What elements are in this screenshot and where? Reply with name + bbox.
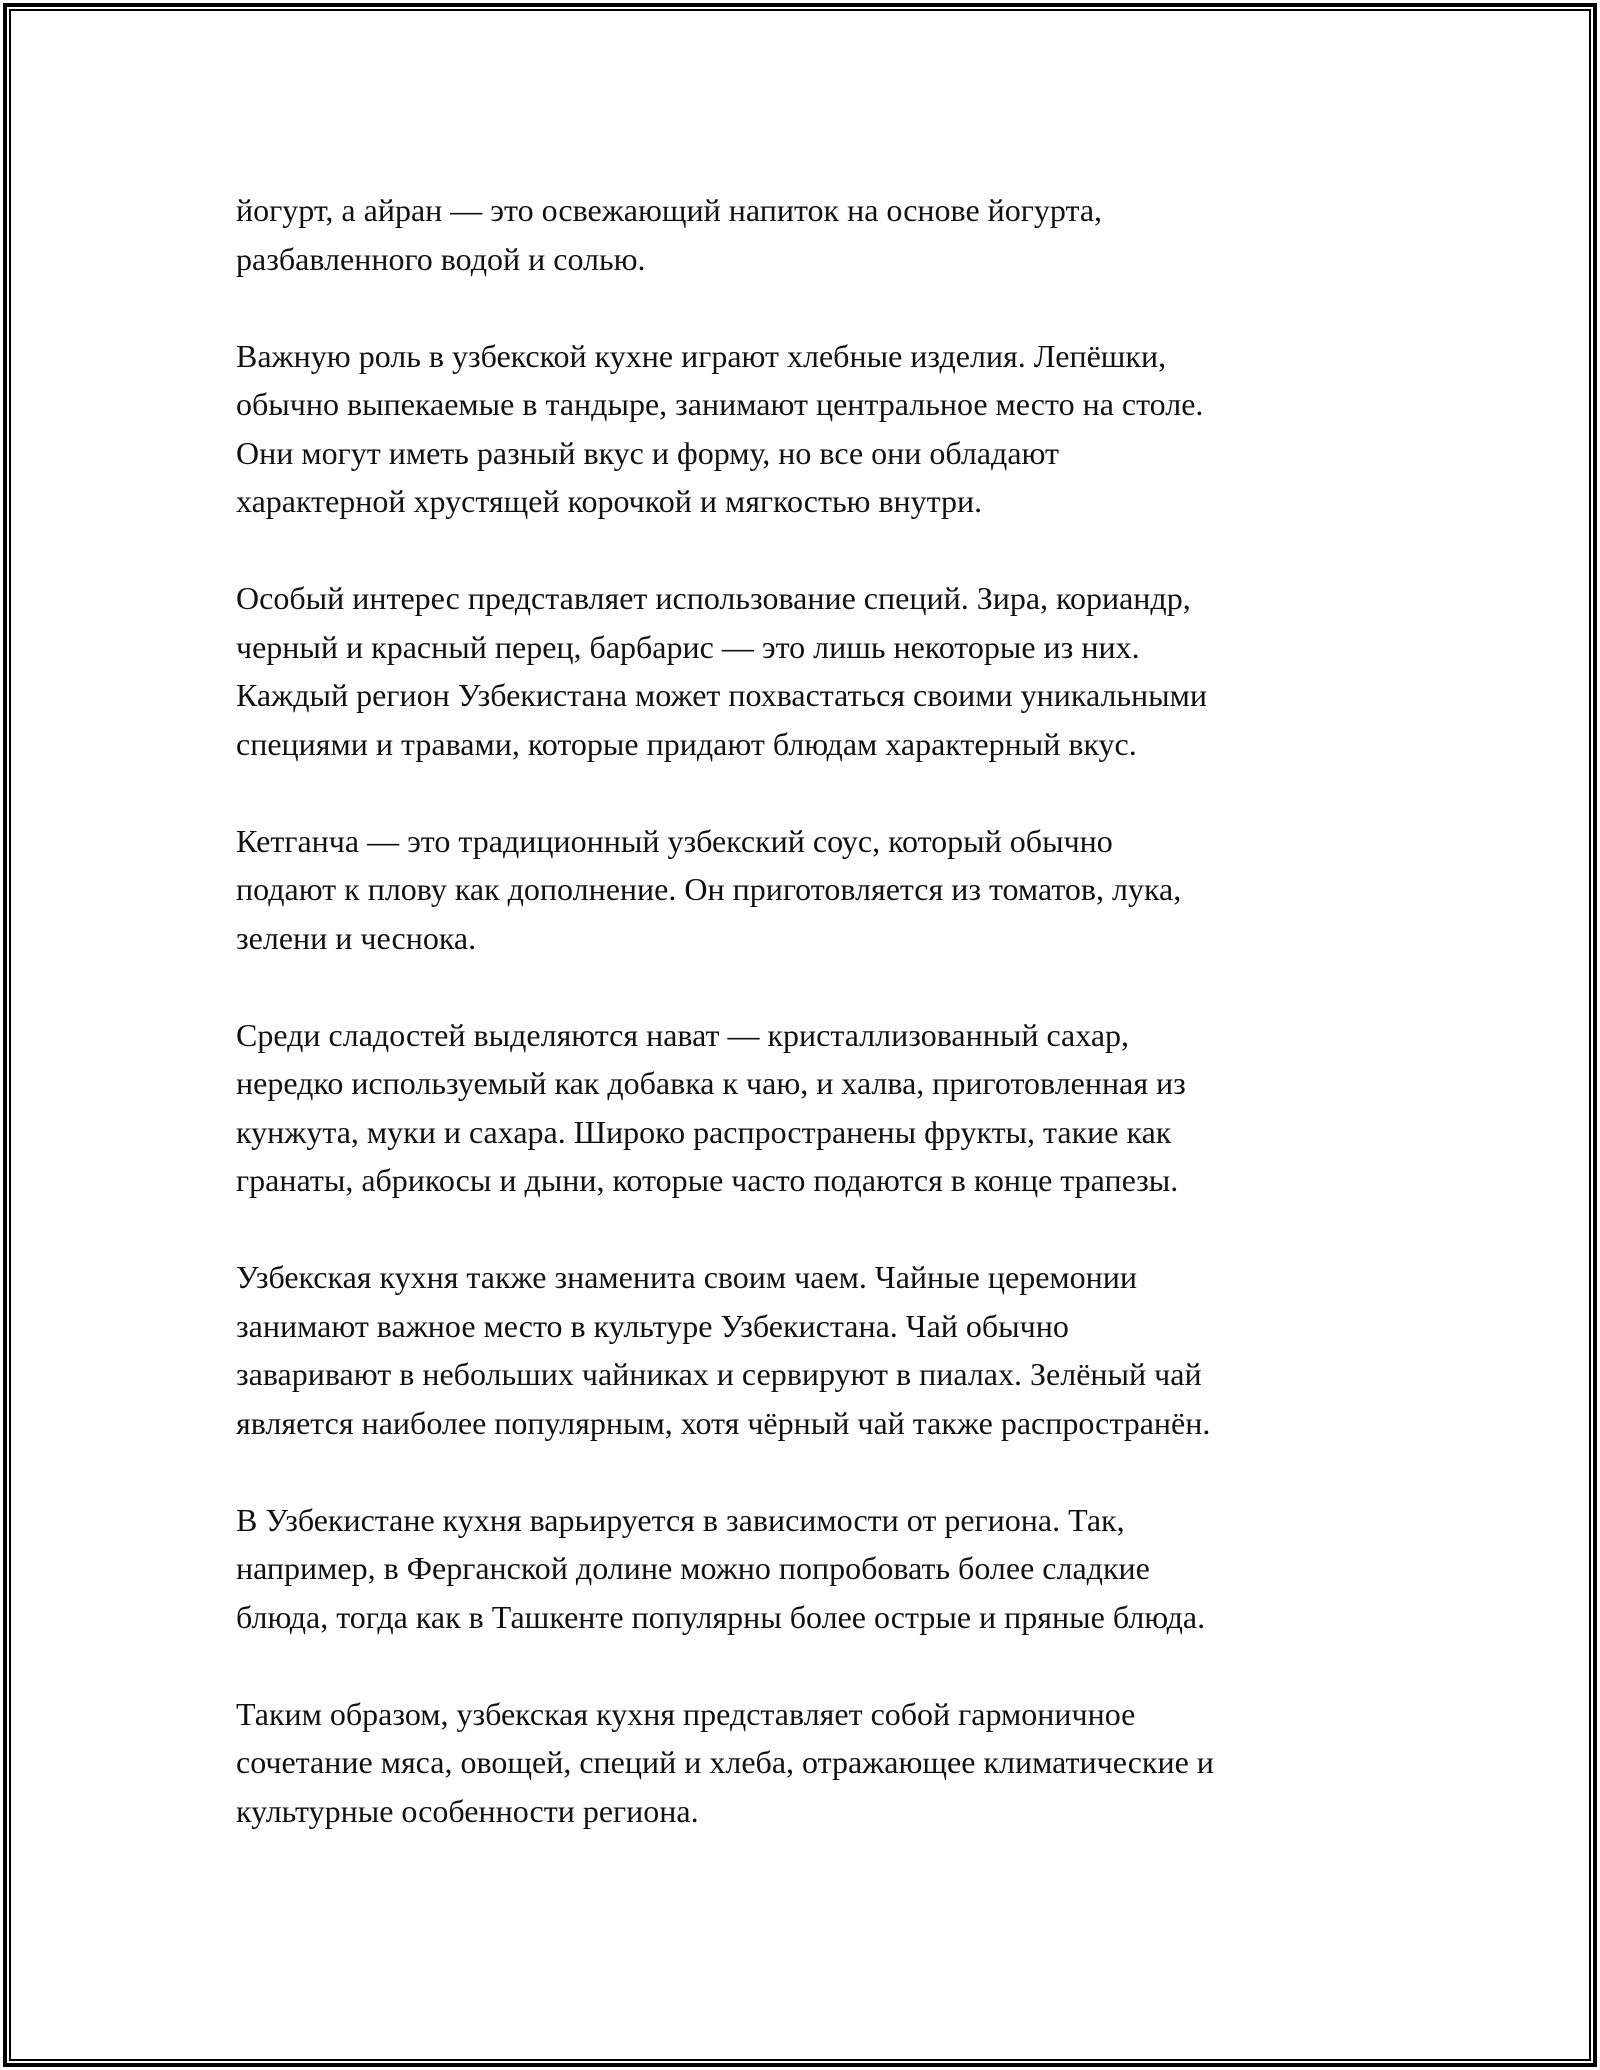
text-line: Они могут иметь разный вкус и форму, но все они обладают: [236, 434, 1059, 471]
paragraph-7: [236, 1496, 1376, 1642]
text-line: сочетание мяса, овощей, специй и хлеба, отражающее климатические и: [236, 1744, 1214, 1780]
text-line: Среди сладостей выделяются нават — кристаллизованный сахар,: [236, 1016, 1130, 1053]
text-line: гранаты, абрикосы и дыни, которые часто подаются в конце трапезы.: [236, 1162, 1179, 1198]
text-line: специями и травами, которые придают блюдам характерный вкус.: [236, 725, 1137, 762]
text-line: блюда, тогда как в Ташкенте популярны более острые и пряные блюда.: [236, 1598, 1206, 1635]
paragraph-6: [236, 1253, 1376, 1447]
paragraph-5: [236, 1011, 1376, 1205]
text-line: подают к плову как дополнение. Он приготовляется из томатов, лука,: [236, 871, 1182, 907]
text-line: Узбекская кухня также знаменита своим чаем. Чайные церемонии: [236, 1259, 1138, 1295]
text-line: Кетганча — это традиционный узбекский соус, который обычно: [236, 822, 1113, 859]
document-body: [236, 186, 1376, 1884]
paragraph-3: [236, 574, 1376, 768]
paragraph-8: [236, 1690, 1376, 1836]
text-line: Особый интерес представляет использование специй. Зира, кориандр,: [236, 580, 1191, 616]
text-line: черный и красный перец, барбарис — это лишь некоторые из них.: [236, 628, 1140, 665]
text-line: является наиболее популярным, хотя чёрный чай также распространён.: [236, 1404, 1211, 1441]
text-line: культурные особенности региона.: [236, 1792, 699, 1829]
text-line: занимают важное место в культуре Узбекистана. Чай обычно: [236, 1307, 1069, 1344]
text-line: разбавленного водой и солью.: [236, 240, 646, 277]
text-line: Таким образом, узбекская кухня представляет собой гармоничное: [236, 1695, 1136, 1732]
paragraph-1: [236, 186, 1376, 283]
text-line: характерной хрустящей корочкой и мягкостью внутри.: [236, 483, 983, 519]
paragraph-4: [236, 817, 1376, 963]
paragraph-2: [236, 332, 1376, 526]
text-line: Каждый регион Узбекистана может похвастаться своими уникальными: [236, 677, 1207, 713]
text-line: нередко используемый как добавка к чаю, и халва, приготовленная из: [236, 1065, 1186, 1101]
text-line: В Узбекистане кухня варьируется в зависимости от региона. Так,: [236, 1501, 1125, 1538]
text-line: зелени и чеснока.: [236, 919, 477, 956]
text-line: заваривают в небольших чайниках и сервируют в пиалах. Зелёный чай: [236, 1356, 1202, 1392]
text-line: обычно выпекаемые в тандыре, занимают центральное место на столе.: [236, 386, 1204, 422]
text-line: кунжута, муки и сахара. Широко распространены фрукты, такие как: [236, 1113, 1172, 1150]
text-line: например, в Ферганской долине можно попробовать более сладкие: [236, 1550, 1150, 1586]
text-line: йогурт, а айран — это освежающий напиток на основе йогурта,: [236, 192, 1103, 228]
text-line: Важную роль в узбекской кухне играют хлебные изделия. Лепёшки,: [236, 337, 1167, 374]
